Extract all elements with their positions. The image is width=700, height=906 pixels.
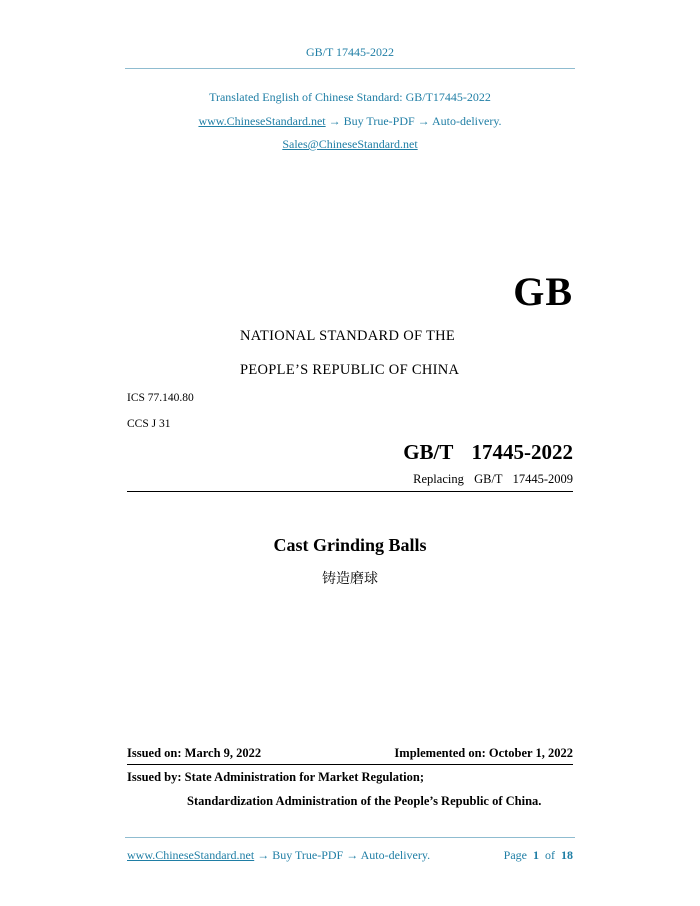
national-standard-line2: PEOPLE’S REPUBLIC OF CHINA bbox=[240, 362, 460, 378]
code-divider bbox=[127, 491, 573, 492]
footer-divider bbox=[125, 837, 575, 838]
page-indicator bbox=[504, 848, 573, 863]
page-label: Page bbox=[503, 848, 527, 862]
ccs-code: CCS J 31 bbox=[127, 418, 171, 430]
dates-row bbox=[127, 746, 573, 761]
replacing-note: Replacing GB/T 17445-2009 bbox=[413, 472, 573, 486]
issued-by-line1: Issued by: State Administration for Market Regulation; bbox=[127, 770, 424, 784]
dates-divider bbox=[127, 764, 573, 765]
gb-mark: GB bbox=[513, 269, 573, 314]
footer-buy-text: → Buy True-PDF → Auto-delivery. bbox=[254, 848, 431, 862]
page-number: 1 bbox=[533, 848, 539, 862]
implemented-on: Implemented on: October 1, 2022 bbox=[394, 746, 573, 760]
issued-on: Issued on: March 9, 2022 bbox=[127, 746, 262, 760]
document-title: Cast Grinding Balls bbox=[273, 535, 427, 555]
chinesestandard-link[interactable]: www.ChineseStandard.net bbox=[198, 114, 326, 128]
national-standard-line1: NATIONAL STANDARD OF THE bbox=[240, 328, 456, 344]
of-label: of bbox=[545, 848, 555, 862]
standard-code: GB/T 17445-2022 bbox=[403, 440, 573, 464]
buy-text: → Buy True-PDF → Auto-delivery. bbox=[325, 114, 502, 128]
email-line bbox=[0, 137, 700, 152]
header-divider bbox=[125, 68, 575, 69]
sales-email-link[interactable]: Sales@ChineseStandard.net bbox=[282, 137, 418, 151]
page-total: 18 bbox=[561, 848, 573, 862]
ics-code: ICS 77.140.80 bbox=[127, 392, 194, 404]
running-header: GB/T 17445-2022 bbox=[305, 45, 395, 59]
promo-line bbox=[0, 114, 700, 129]
footer-chinesestandard-link[interactable]: www.ChineseStandard.net bbox=[127, 848, 255, 862]
issued-by-line2: Standardization Administration of the People’s Republic of China. bbox=[187, 794, 542, 808]
footer-promo bbox=[127, 848, 430, 863]
document-title-chinese: 铸造磨球 bbox=[322, 571, 378, 587]
translated-notice: Translated English of Chinese Standard: GB/T17445-2022 bbox=[209, 90, 491, 104]
